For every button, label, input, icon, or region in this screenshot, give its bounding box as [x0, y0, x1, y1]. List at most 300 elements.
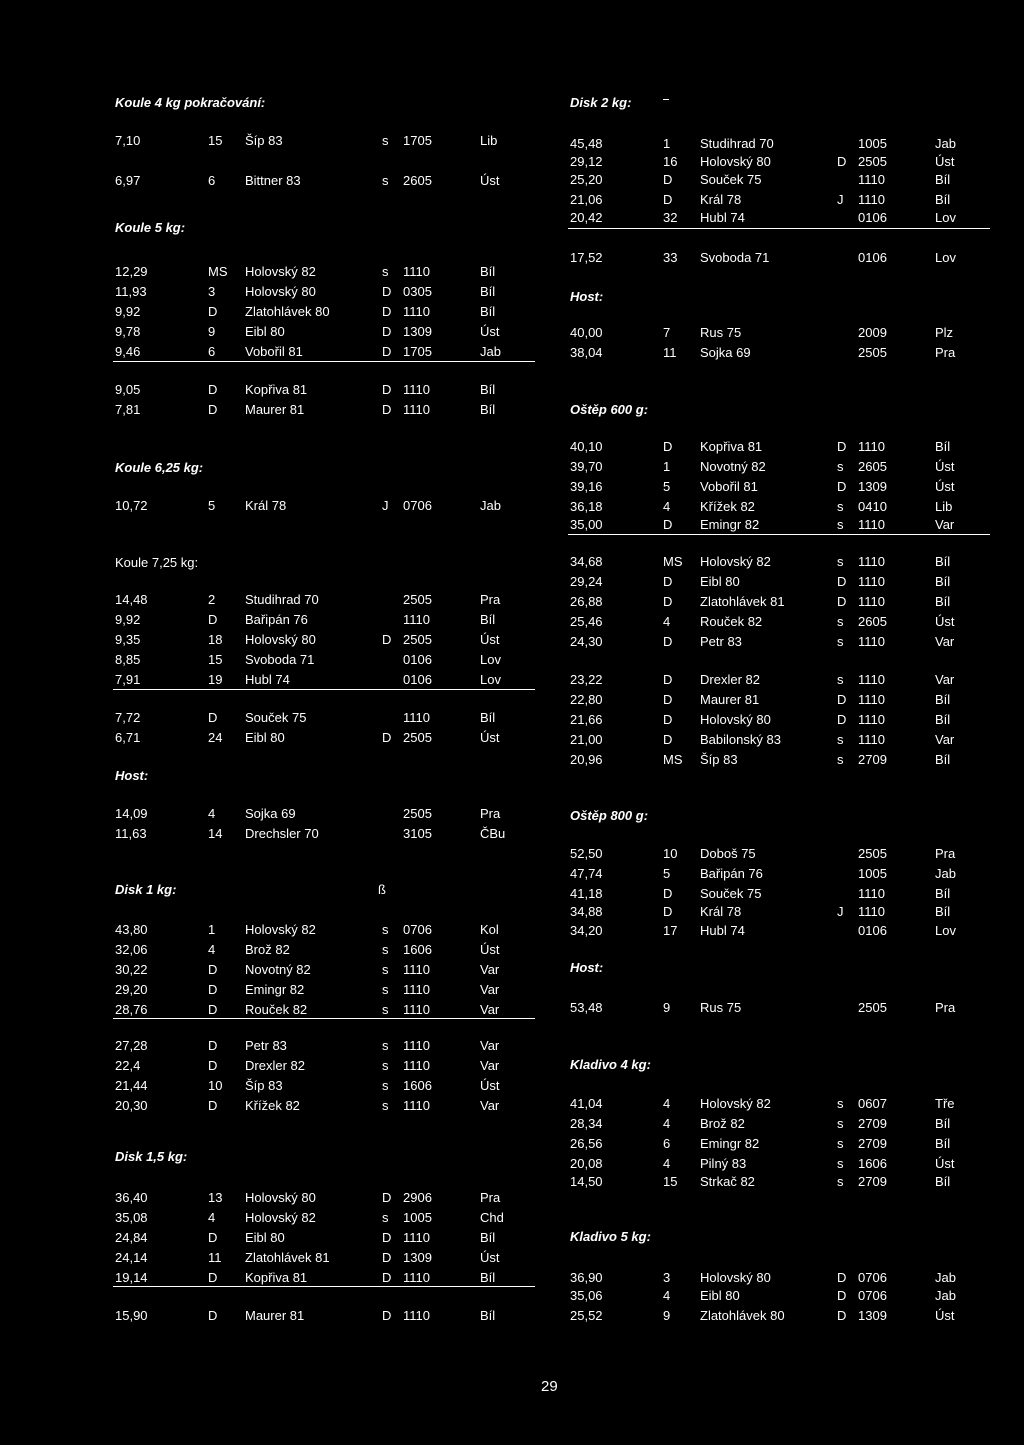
place: 5 [663, 866, 671, 881]
athlete-name: Kopřiva 81 [245, 1270, 308, 1285]
athlete-name: Křížek 82 [700, 499, 755, 514]
result-value: 24,30 [570, 634, 603, 649]
venue: Pra [935, 846, 956, 861]
place: 19 [208, 672, 223, 687]
result-value: 34,88 [570, 904, 603, 919]
venue: Lov [480, 672, 501, 687]
place: 3 [208, 284, 216, 299]
place: 1 [208, 922, 216, 937]
date: 2906 [403, 1190, 432, 1205]
result-value: 27,28 [115, 1038, 148, 1053]
place: 32 [663, 210, 678, 225]
result-value: 9,78 [115, 324, 141, 339]
category: D [382, 1230, 392, 1245]
category: s [837, 499, 844, 514]
date: 1110 [403, 962, 430, 977]
venue: Pra [480, 806, 501, 821]
date: 1110 [858, 692, 885, 707]
athlete-name: Sojka 69 [700, 345, 751, 360]
place: D [663, 439, 673, 454]
athlete-name: Souček 75 [700, 172, 762, 187]
category: s [837, 554, 844, 569]
result-row [115, 960, 545, 980]
date: 1110 [858, 574, 885, 589]
result-row [115, 322, 545, 342]
result-value: 35,06 [570, 1288, 603, 1303]
result-row [570, 552, 1000, 572]
athlete-name: Novotný 82 [700, 459, 766, 474]
date: 1110 [858, 192, 885, 207]
venue: Úst [935, 154, 955, 169]
result-value: 40,00 [570, 325, 603, 340]
result-row [570, 690, 1000, 710]
athlete-name: Holovský 82 [700, 1096, 771, 1111]
date: 0106 [403, 672, 432, 687]
result-value: 47,74 [570, 866, 603, 881]
result-value: 22,80 [570, 692, 603, 707]
place: D [663, 192, 673, 207]
venue: Bíl [480, 1270, 496, 1285]
date: 1110 [403, 1308, 430, 1323]
venue: Bíl [935, 886, 951, 901]
venue: Pra [935, 345, 956, 360]
athlete-name: Sojka 69 [245, 806, 296, 821]
section-title: Oštěp 600 g: [570, 402, 649, 417]
result-value: 36,40 [115, 1190, 148, 1205]
venue: Lov [935, 250, 956, 265]
date: 2709 [858, 1116, 887, 1131]
date: 2505 [858, 846, 887, 861]
date: 1005 [858, 866, 887, 881]
category: D [382, 1270, 392, 1285]
result-row [115, 302, 545, 322]
date: 2505 [858, 154, 887, 169]
category: s [837, 517, 844, 532]
category: s [837, 752, 844, 767]
result-value: 53,48 [570, 1000, 603, 1015]
result-value: 34,20 [570, 923, 603, 938]
venue: ČBu [480, 826, 506, 841]
venue: Var [480, 1058, 500, 1073]
divider-rule [113, 1286, 535, 1287]
place: 4 [663, 1156, 671, 1171]
date: 2505 [403, 806, 432, 821]
athlete-name: Rouček 82 [700, 614, 763, 629]
result-row [570, 1286, 1000, 1306]
place: 4 [208, 806, 216, 821]
athlete-name: Pilný 83 [700, 1156, 747, 1171]
date: 1110 [858, 886, 885, 901]
result-value: 29,24 [570, 574, 603, 589]
athlete-name: Zlatohlávek 80 [245, 304, 330, 319]
place: D [208, 612, 218, 627]
athlete-name: Emingr 82 [245, 982, 305, 997]
section-title: Koule 4 kg pokračování: [115, 95, 266, 110]
result-row [570, 343, 1000, 363]
result-value: 7,81 [115, 402, 141, 417]
result-value: 20,96 [570, 752, 603, 767]
result-value: 7,91 [115, 672, 141, 687]
venue: Jab [935, 136, 956, 151]
venue: Bíl [935, 439, 951, 454]
result-value: 34,68 [570, 554, 603, 569]
category: D [382, 1308, 392, 1323]
category: D [382, 1190, 392, 1205]
category: s [837, 1174, 844, 1189]
venue: Úst [935, 1308, 955, 1323]
result-value: 21,00 [570, 732, 603, 747]
place: MS [663, 752, 683, 767]
result-value: 39,16 [570, 479, 603, 494]
result-value: 21,44 [115, 1078, 148, 1093]
result-value: 6,97 [115, 173, 141, 188]
result-row [115, 282, 545, 302]
place: 14 [208, 826, 223, 841]
date: 2505 [403, 592, 432, 607]
category: D [382, 382, 392, 397]
venue: Lib [935, 499, 953, 514]
place: 6 [208, 173, 216, 188]
date: 1606 [403, 1078, 432, 1093]
venue: Bíl [935, 692, 951, 707]
category: D [382, 730, 392, 745]
date: 0305 [403, 284, 432, 299]
venue: Jab [935, 1288, 956, 1303]
athlete-name: Eibl 80 [700, 1288, 740, 1303]
venue: Var [480, 962, 500, 977]
place: D [663, 172, 673, 187]
result-row [115, 1000, 545, 1020]
place: 15 [208, 652, 223, 667]
result-value: 28,76 [115, 1002, 148, 1017]
category: D [837, 712, 847, 727]
date: 0607 [858, 1096, 887, 1111]
result-row [115, 824, 545, 844]
result-value: 11,63 [115, 826, 147, 841]
place: 4 [663, 614, 671, 629]
result-row [115, 1248, 545, 1268]
result-row [570, 1114, 1000, 1134]
divider-rule [113, 689, 535, 690]
athlete-name: Šíp 83 [700, 752, 738, 767]
place: 4 [663, 1096, 671, 1111]
venue: Bíl [935, 1116, 951, 1131]
athlete-name: Král 78 [245, 498, 287, 513]
place: D [663, 672, 673, 687]
date: 1110 [403, 1230, 430, 1245]
section-title: Disk 1,5 kg: [115, 1149, 188, 1164]
place: D [663, 886, 673, 901]
athlete-name: Bařipán 76 [700, 866, 763, 881]
place: 6 [208, 344, 216, 359]
athlete-name: Hubl 74 [700, 923, 745, 938]
result-value: 28,34 [570, 1116, 603, 1131]
date: 1309 [858, 1308, 887, 1323]
place: 5 [663, 479, 671, 494]
athlete-name: Emingr 82 [700, 1136, 760, 1151]
athlete-name: Hubl 74 [700, 210, 745, 225]
category: D [837, 1288, 847, 1303]
venue: Bíl [480, 284, 496, 299]
date: 1705 [403, 344, 432, 359]
result-value: 9,35 [115, 632, 141, 647]
athlete-name: Babilonský 83 [700, 732, 781, 747]
athlete-name: Král 78 [700, 904, 742, 919]
date: 1110 [403, 382, 430, 397]
result-value: 21,66 [570, 712, 603, 727]
result-row [570, 670, 1000, 690]
result-value: 43,80 [115, 922, 148, 937]
athlete-name: Studihrad 70 [700, 136, 774, 151]
result-value: 26,56 [570, 1136, 603, 1151]
date: 2709 [858, 1174, 887, 1189]
athlete-name: Studihrad 70 [245, 592, 319, 607]
athlete-name: Drechsler 70 [245, 826, 319, 841]
date: 0106 [858, 250, 887, 265]
date: 1110 [858, 672, 885, 687]
result-row [115, 262, 545, 282]
place: MS [663, 554, 683, 569]
result-value: 38,04 [570, 345, 603, 360]
athlete-name: Svoboda 71 [700, 250, 770, 265]
result-row [115, 496, 545, 516]
date: 1110 [858, 439, 885, 454]
divider-rule [113, 361, 535, 362]
venue: Chd [480, 1210, 504, 1225]
section-title: Koule 7,25 kg: [115, 555, 199, 570]
place: 4 [663, 499, 671, 514]
athlete-name: Petr 83 [245, 1038, 287, 1053]
date: 1110 [403, 1058, 430, 1073]
result-value: 40,10 [570, 439, 603, 454]
place: D [663, 904, 673, 919]
venue: Úst [480, 942, 500, 957]
result-row [115, 1188, 545, 1208]
date: 1309 [403, 1250, 432, 1265]
athlete-name: Holovský 82 [700, 554, 771, 569]
athlete-name: Zlatohlávek 81 [700, 594, 785, 609]
stray-mark: ß [378, 882, 386, 897]
place: 10 [663, 846, 678, 861]
category: D [837, 439, 847, 454]
athlete-name: Kopřiva 81 [245, 382, 308, 397]
category: s [382, 173, 389, 188]
date: 0410 [858, 499, 887, 514]
date: 1110 [403, 1038, 430, 1053]
result-value: 12,29 [115, 264, 148, 279]
venue: Bíl [935, 594, 951, 609]
venue: Úst [935, 614, 955, 629]
venue: Úst [480, 1078, 500, 1093]
category: s [382, 1058, 389, 1073]
result-value: 7,10 [115, 133, 141, 148]
venue: Pra [480, 592, 501, 607]
place: D [208, 982, 218, 997]
athlete-name: Šíp 83 [245, 133, 283, 148]
category: D [382, 284, 392, 299]
result-value: 24,14 [115, 1250, 148, 1265]
athlete-name: Maurer 81 [245, 1308, 305, 1323]
category: J [837, 904, 844, 919]
venue: Var [935, 634, 955, 649]
date: 3105 [403, 826, 432, 841]
date: 1110 [858, 554, 885, 569]
athlete-name: Holovský 80 [245, 632, 316, 647]
athlete-name: Souček 75 [245, 710, 307, 725]
place: 24 [208, 730, 223, 745]
place: D [208, 382, 218, 397]
result-row [570, 750, 1000, 770]
venue: Úst [935, 479, 955, 494]
date: 1110 [403, 402, 430, 417]
venue: Var [935, 672, 955, 687]
venue: Bíl [480, 402, 496, 417]
date: 1309 [403, 324, 432, 339]
athlete-name: Rus 75 [700, 1000, 742, 1015]
result-row [115, 670, 545, 690]
result-row [115, 980, 545, 1000]
venue: Úst [935, 459, 955, 474]
result-row [570, 497, 1000, 517]
venue: Lov [480, 652, 501, 667]
date: 1309 [858, 479, 887, 494]
date: 2709 [858, 752, 887, 767]
result-value: 9,05 [115, 382, 141, 397]
place: 18 [208, 632, 223, 647]
venue: Bíl [935, 752, 951, 767]
result-row [115, 1076, 545, 1096]
venue: Bíl [480, 710, 496, 725]
venue: Bíl [480, 304, 496, 319]
place: D [663, 517, 673, 532]
result-row [570, 572, 1000, 592]
result-value: 41,18 [570, 886, 603, 901]
venue: Úst [480, 730, 500, 745]
date: 1110 [858, 594, 885, 609]
venue: Plz [935, 325, 954, 340]
section-title: Kladivo 5 kg: [570, 1229, 651, 1244]
page-number: 29 [541, 1378, 558, 1395]
category: D [837, 1308, 847, 1323]
result-value: 52,50 [570, 846, 603, 861]
athlete-name: Drexler 82 [700, 672, 760, 687]
venue: Bíl [480, 1230, 496, 1245]
category: s [382, 942, 389, 957]
category: D [382, 324, 392, 339]
athlete-name: Petr 83 [700, 634, 742, 649]
venue: Jab [480, 344, 501, 359]
section-title: Host: [570, 960, 604, 975]
athlete-name: Emingr 82 [700, 517, 760, 532]
result-row [570, 864, 1000, 884]
athlete-name: Doboš 75 [700, 846, 756, 861]
place: D [663, 692, 673, 707]
athlete-name: Holovský 80 [245, 284, 316, 299]
category: s [382, 1002, 389, 1017]
place: D [208, 1058, 218, 1073]
result-row [570, 1154, 1000, 1174]
result-value: 25,46 [570, 614, 603, 629]
place: D [208, 304, 218, 319]
athlete-name: Holovský 80 [700, 154, 771, 169]
venue: Úst [480, 1250, 500, 1265]
result-value: 41,04 [570, 1096, 603, 1111]
result-value: 29,20 [115, 982, 148, 997]
place: D [208, 1098, 218, 1113]
result-row [115, 171, 545, 191]
date: 1110 [403, 982, 430, 997]
category: D [382, 632, 392, 647]
venue: Var [480, 1038, 500, 1053]
place: 10 [208, 1078, 223, 1093]
category: s [837, 1116, 844, 1131]
result-row [115, 342, 545, 362]
venue: Úst [480, 632, 500, 647]
venue: Lib [480, 133, 498, 148]
section-title: Koule 6,25 kg: [115, 460, 204, 475]
place: 4 [208, 1210, 216, 1225]
result-value: 20,42 [570, 210, 603, 225]
result-row [570, 190, 1000, 210]
place: 9 [208, 324, 216, 339]
result-row [115, 708, 545, 728]
result-value: 22,4 [115, 1058, 141, 1073]
result-row [115, 920, 545, 940]
category: D [837, 574, 847, 589]
result-value: 10,72 [115, 498, 148, 513]
date: 0106 [858, 923, 887, 938]
category: J [837, 192, 844, 207]
divider-rule [113, 1018, 535, 1019]
venue: Bíl [935, 904, 951, 919]
place: 9 [663, 1308, 671, 1323]
result-row [570, 1268, 1000, 1288]
place: 1 [663, 459, 671, 474]
place: D [208, 1308, 218, 1323]
place: 11 [208, 1250, 222, 1265]
result-value: 21,06 [570, 192, 603, 207]
section-title: Host: [115, 768, 149, 783]
athlete-name: Eibl 80 [245, 1230, 285, 1245]
place: D [208, 962, 218, 977]
venue: Bíl [935, 712, 951, 727]
date: 1110 [403, 710, 430, 725]
result-row [570, 612, 1000, 632]
date: 1705 [403, 133, 432, 148]
date: 0706 [858, 1270, 887, 1285]
date: 1110 [403, 304, 430, 319]
place: 15 [663, 1174, 678, 1189]
result-value: 23,22 [570, 672, 603, 687]
result-value: 11,93 [115, 284, 147, 299]
place: 33 [663, 250, 678, 265]
venue: Bíl [480, 1308, 496, 1323]
result-row [570, 844, 1000, 864]
result-value: 14,09 [115, 806, 148, 821]
result-value: 7,72 [115, 710, 141, 725]
category: D [837, 1270, 847, 1285]
date: 1110 [858, 172, 885, 187]
result-row [570, 457, 1000, 477]
result-value: 9,92 [115, 612, 141, 627]
result-value: 36,18 [570, 499, 603, 514]
athlete-name: Holovský 82 [245, 1210, 316, 1225]
athlete-name: Zlatohlávek 81 [245, 1250, 330, 1265]
venue: Var [935, 517, 955, 532]
result-value: 25,52 [570, 1308, 603, 1323]
date: 2605 [858, 614, 887, 629]
athlete-name: Eibl 80 [700, 574, 740, 589]
